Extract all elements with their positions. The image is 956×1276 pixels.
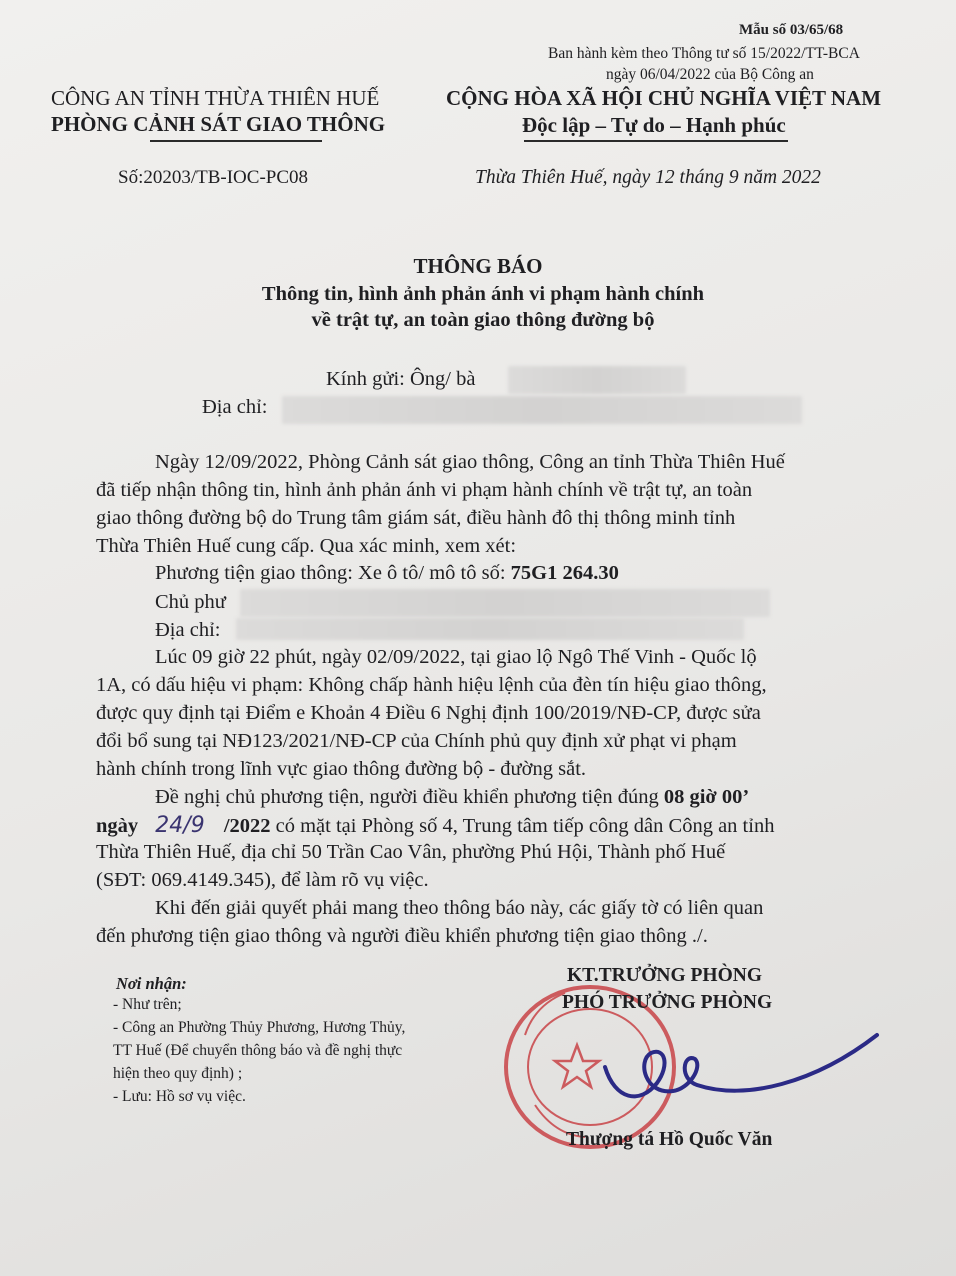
national-motto: Độc lập – Tự do – Hạnh phúc	[522, 113, 786, 137]
notice-subtitle-line1: Thông tin, hình ảnh phản ánh vi phạm hành chính	[261, 283, 705, 305]
paragraph3-line1	[155, 786, 749, 809]
redacted-recipient-name	[508, 366, 686, 394]
paragraph1-line1: Ngày 12/09/2022, Phòng Cảnh sát giao thông, Công an tỉnh Thừa Thiên Huế	[155, 451, 785, 473]
signer-name: Thượng tá Hồ Quốc Văn	[566, 1129, 773, 1150]
receiver-4: hiện theo quy định) ;	[113, 1065, 243, 1082]
signature-title-line2: PHÓ TRƯỞNG PHÒNG	[562, 992, 773, 1013]
paragraph2-line3: được quy định tại Điểm e Khoản 4 Điều 6 Nghị định 100/2019/NĐ-CP, được sửa	[96, 702, 761, 724]
paragraph3-line1-text: Đề nghị chủ phương tiện, người điều khiển phương tiện đúng	[155, 786, 659, 808]
receiver-5: - Lưu: Hồ sơ vụ việc.	[113, 1088, 246, 1105]
agency-underline	[150, 140, 322, 142]
vehicle-plate: 75G1 264.30	[510, 562, 619, 584]
signature-title-line1: KT.TRƯỞNG PHÒNG	[567, 965, 762, 986]
handwritten-date: 24/9	[155, 813, 205, 838]
paragraph1-line2: đã tiếp nhận thông tin, hình ảnh phản ánh vi phạm hành chính về trật tự, an toàn	[96, 479, 753, 501]
redacted-owner-name	[240, 589, 770, 617]
vehicle-label: Phương tiện giao thông: Xe ô tô/ mô tô số:	[155, 562, 506, 584]
paragraph4-line1: Khi đến giải quyết phải mang theo thông báo này, các giấy tờ có liên quan	[155, 897, 764, 919]
paragraph2-line1: Lúc 09 giờ 22 phút, ngày 02/09/2022, tại giao lộ Ngô Thế Vinh - Quốc lộ	[155, 646, 757, 668]
form-number: Mẫu số 03/65/68	[739, 22, 844, 38]
redacted-recipient-address	[282, 396, 802, 424]
nation-title: CỘNG HÒA XÃ HỘI CHỦ NGHĨA VIỆT NAM	[446, 86, 882, 110]
paragraph1-line3: giao thông đường bộ do Trung tâm giám sát, điều hành đô thị thông minh tỉnh	[96, 507, 736, 529]
paragraph3-line4: (SĐT: 069.4149.345), để làm rõ vụ việc.	[96, 869, 429, 891]
place-date: Thừa Thiên Huế, ngày 12 tháng 9 năm 2022	[475, 167, 821, 188]
agency-name: PHÒNG CẢNH SÁT GIAO THÔNG	[51, 112, 386, 136]
paragraph4-line2: đến phương tiện giao thông và người điều khiển phương tiện giao thông ./.	[96, 925, 708, 947]
paragraph3-line2	[96, 813, 774, 838]
appointment-location: có mặt tại Phòng số 4, Trung tâm tiếp công dân Công an tỉnh	[275, 815, 775, 837]
document-number: Số:20203/TB-IOC-PC08	[118, 167, 309, 188]
signature	[585, 1005, 885, 1115]
issued-by-line1: Ban hành kèm theo Thông tư số 15/2022/TT-BCA	[548, 45, 860, 62]
issued-by-line2: ngày 06/04/2022 của Bộ Công an	[606, 66, 814, 83]
appointment-year: /2022	[223, 815, 271, 837]
paragraph2-line4: đổi bổ sung tại NĐ123/2021/NĐ-CP của Chính phủ quy định xử phạt vi phạm	[96, 730, 737, 752]
recipient-address-label: Địa chỉ:	[202, 396, 268, 418]
agency-parent: CÔNG AN TỈNH THỪA THIÊN HUẾ	[51, 86, 380, 110]
vehicle-line	[155, 562, 619, 585]
motto-underline	[524, 140, 788, 142]
receiver-3: TT Huế (Để chuyển thông báo và đề nghị thực	[113, 1042, 403, 1059]
receiver-2: - Công an Phường Thủy Phương, Hương Thủy,	[113, 1019, 406, 1036]
receivers-title: Nơi nhận:	[116, 974, 187, 993]
owner-address-label: Địa chỉ:	[155, 619, 221, 641]
paragraph1-line4: Thừa Thiên Huế cung cấp. Qua xác minh, xem xét:	[96, 535, 517, 557]
receiver-1: - Như trên;	[113, 996, 182, 1013]
paragraph3-line3: Thừa Thiên Huế, địa chỉ 50 Trần Cao Vân, phường Phú Hội, Thành phố Huế	[96, 841, 726, 863]
owner-label: Chủ phư	[155, 591, 226, 613]
appointment-day-label: ngày	[96, 815, 139, 837]
notice-subtitle-line2: về trật tự, an toàn giao thông đường bộ	[311, 309, 655, 331]
recipient-label: Kính gửi: Ông/ bà	[326, 368, 476, 390]
redacted-owner-address	[236, 618, 744, 640]
notice-title: THÔNG BÁO	[413, 254, 543, 278]
paragraph2-line2: 1A, có dấu hiệu vi phạm: Không chấp hành hiệu lệnh của đèn tín hiệu giao thông,	[96, 674, 767, 696]
paragraph2-line5: hành chính trong lĩnh vực giao thông đường bộ - đường sắt.	[96, 758, 587, 780]
appointment-time: 08 giờ 00’	[663, 786, 750, 808]
